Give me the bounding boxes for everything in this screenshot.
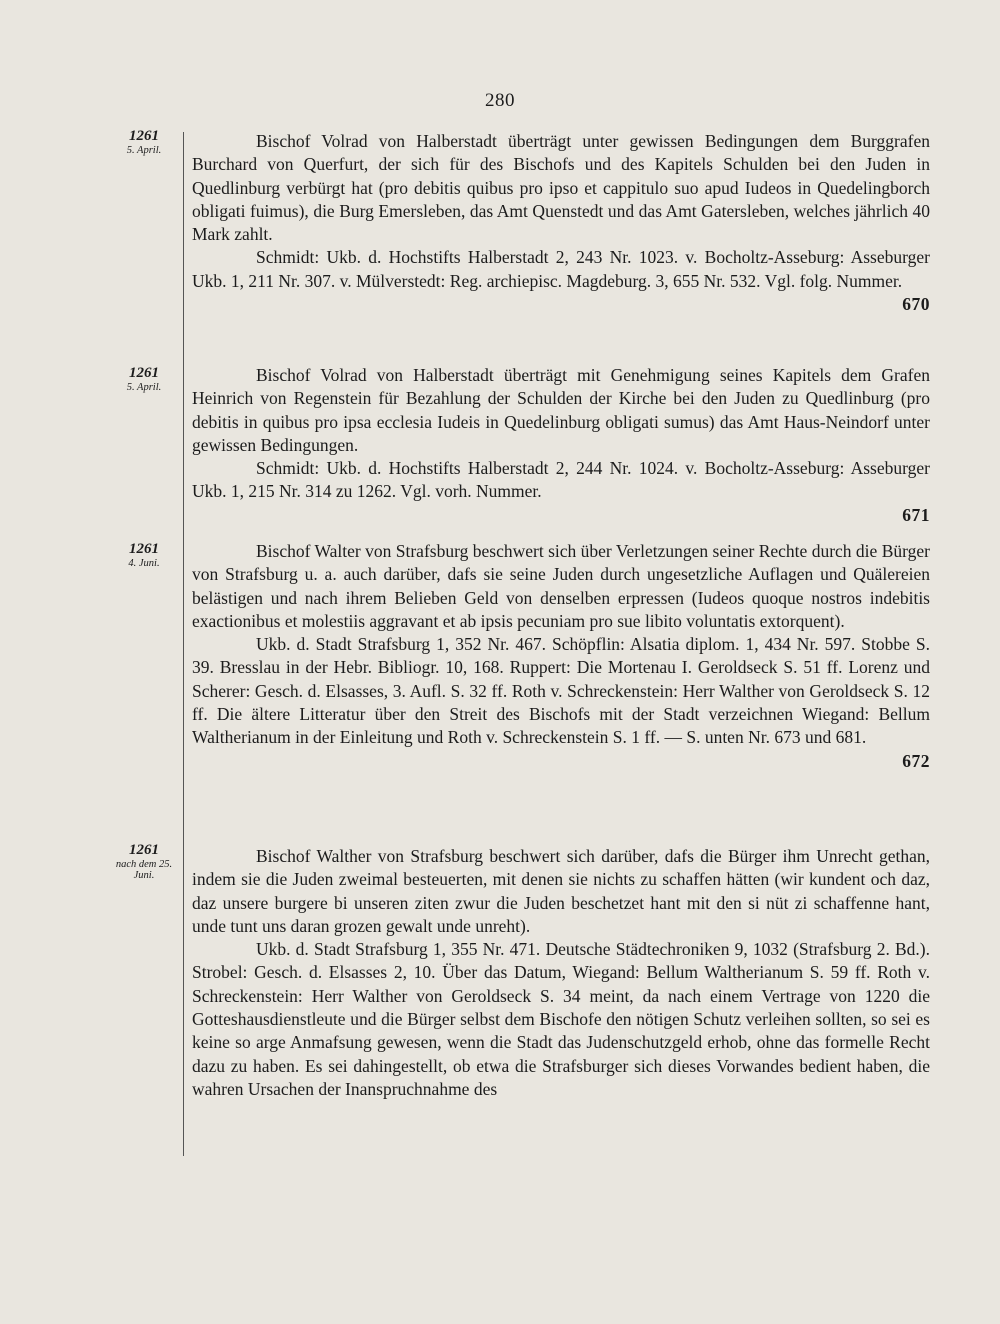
date-year: 1261 [129,842,159,858]
entry-references: Ukb. d. Stadt Strafsburg 1, 355 Nr. 471. Deutsche Städtechroniken 9, 1032 (Strafsburg 2. Bd.). Strobel: Gesch. d. Elsasses 2, 10. Über das Datum, Wiegand: Bellum Waltherianum S. 59 ff. Roth v. Schreckenstein: Herr Walther von Geroldseck S. 34 meint, da nach einem Vertrage von 1220 die Gotteshausdienstleute und die Bürger selbst dem Bischofe den nötigen Schutz verleihen sollten, so sei es keine so arge Anmafsung gewesen, wenn die Stadt das Judenschutzgeld erhob, ohne das formelle Recht dazu zu haben. Es sei dahingestellt, ob etwa die Strafsburger sich dieses Vorwandes bedient haben, die wahren Ursachen der Inanspruchnahme des [192,939,930,1099]
margin-date-670 [108,129,180,156]
entry-references: Schmidt: Ukb. d. Hochstifts Halberstadt 2, 244 Nr. 1024. v. Bocholtz-Asseburg: Asseburger Ukb. 1, 215 Nr. 314 zu 1262. Vgl. vorh. Nummer. [192,458,930,502]
date-year: 1261 [129,541,159,557]
entry-text: Bischof Volrad von Halberstadt überträgt mit Genehmigung seines Kapitels dem Grafen Heinrich von Regenstein für Bezahlung der Schulden der Kirche bei den Juden zu Quedlinburg (pro debitis in quibus pro ipsa ecclesia Iudeis in Quedelinburg obligati sumus) das Amt Haus-Neindorf unter gewissen Bedingungen. [192,365,930,455]
date-year: 1261 [129,128,159,144]
date-year: 1261 [129,365,159,381]
entry-670 [192,130,930,315]
entry-references: Ukb. d. Stadt Strafsburg 1, 352 Nr. 467. Schöpflin: Alsatia diplom. 1, 434 Nr. 597. Stobbe S. 39. Bresslau in der Hebr. Bibliogr. 10, 168. Ruppert: Die Mortenau I. Geroldseck S. 51 ff. Lorenz und Scherer: Gesch. d. Elsasses, 3. Aufl. S. 32 ff. Roth v. Schreckenstein: Herr Walther von Geroldseck S. 12 ff. Die ältere Litteratur über den Streit des Bischofs mit der Stadt verzeichnen Wiegand: Bellum Waltherianum in der Einleitung und Roth v. Schreckenstein S. 1 ff. — S. unten Nr. 673 und 681. [192,634,930,748]
entry-671 [192,364,930,526]
margin-rule [183,132,184,1156]
entry-672 [192,540,930,772]
margin-date-671 [108,366,180,393]
page-number: 280 [485,90,515,111]
date-day: 5. April. [126,381,162,393]
date-day: nach dem 25. Juni. [115,858,173,881]
date-day: 5. April. [126,144,162,156]
entry-number: 670 [902,294,930,315]
date-day: 4. Juni. [128,557,160,569]
entry-number: 672 [902,750,930,771]
margin-date-672 [108,542,180,569]
entry-text: Bischof Walther von Strafsburg beschwert sich darüber, dafs die Bürger ihm Unrecht gethan, indem sie die Juden zweimal besteuerten, mit denen sie nichts zu schaffen hätten (wir kundent och daz, daz unsere burgere bi unseren ziten zwur die Juden beschetzet hant mit den si nüt zi schaffenne hant, unde tunt uns daran grozen gewalt unde unreht). [192,846,930,936]
entry-number: 671 [902,504,930,525]
margin-date-673 [108,843,180,881]
entry-text: Bischof Walter von Strafsburg beschwert sich über Verletzungen seiner Rechte durch die Bürger von Strafsburg u. a. auch darüber, dafs sie seine Juden durch ungesetzliche Auflagen und Quälereien belästigen und nach ihrem Belieben Geld von denselben erpressen (Iudeos quoque nostros indebitis exactionibus et molestiis aggravant et ab ipsis pecuniam pro sue libito voluntatis extorquent). [192,541,930,631]
entry-673 [192,845,930,1101]
entry-references: Schmidt: Ukb. d. Hochstifts Halberstadt 2, 243 Nr. 1023. v. Bocholtz-Asseburg: Asseburger Ukb. 1, 211 Nr. 307. v. Mülverstedt: Reg. archiepisc. Magdeburg. 3, 655 Nr. 532. Vgl. folg. Nummer. [192,247,930,291]
entry-text: Bischof Volrad von Halberstadt überträgt unter gewissen Bedingungen dem Burggrafen Burchard von Querfurt, der sich für des Bischofs und des Kapitels Schulden bei den Juden in Quedlinburg verbürgt hat (pro debitis quibus pro ipso et cappitulo suo apud Iudeos in Quedelingborch obligati fuimus), die Burg Emersleben, das Amt Quenstedt und das Amt Gatersleben, welches jährlich 40 Mark zahlt. [192,131,930,245]
